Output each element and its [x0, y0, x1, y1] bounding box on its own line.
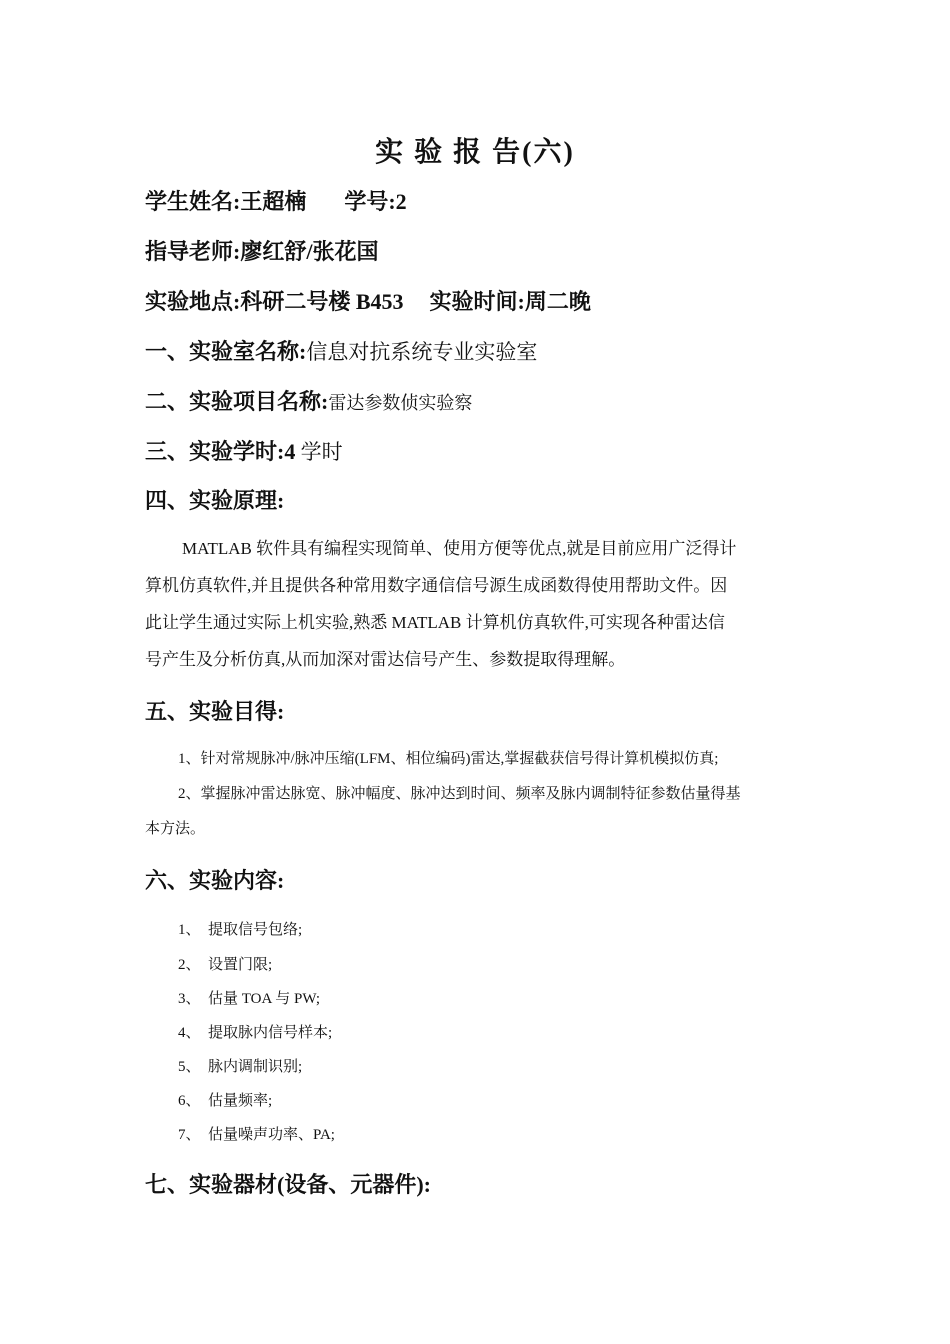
list-item-text: 脉内调制识别;	[208, 1059, 303, 1075]
student-id: 2	[395, 189, 407, 214]
list-item-number: 5、	[178, 1059, 201, 1075]
student-id-label: 学号:	[344, 189, 396, 214]
objective-line: 1、针对常规脉冲/脉冲压缩(LFM、相位编码)雷达,掌握截获信号得计算机模拟仿真;	[178, 751, 719, 767]
teacher-label: 指导老师:	[145, 239, 241, 264]
list-item-text: 估量噪声功率、PA;	[208, 1127, 335, 1143]
location-label: 实验地点:	[145, 289, 241, 314]
lab-name-value: 信息对抗系统专业实验室	[306, 340, 538, 364]
list-item	[178, 1021, 332, 1042]
hours-row	[145, 435, 815, 466]
student-info-row	[145, 185, 815, 216]
location-row	[145, 285, 815, 316]
list-item-text: 提取信号包络;	[208, 922, 303, 938]
objective-list	[145, 742, 810, 847]
project-row	[145, 385, 815, 416]
list-item-number: 1、	[178, 922, 201, 938]
hours-unit: 学时	[295, 440, 343, 464]
equipment-heading: 七、实验器材(设备、元器件):	[145, 1172, 431, 1197]
principle-line: 号产生及分析仿真,从而加深对雷达信号产生、参数提取得理解。	[145, 650, 626, 669]
lab-name-row	[145, 335, 815, 366]
objective-heading: 五、实验目得:	[145, 699, 285, 724]
lab-name-label: 一、实验室名称:	[145, 339, 307, 364]
list-item	[178, 953, 272, 974]
list-item	[178, 1123, 335, 1144]
student-name: 王超楠	[240, 189, 307, 214]
list-item-number: 4、	[178, 1025, 201, 1041]
hours-number: 4	[284, 439, 296, 464]
principle-paragraph	[145, 530, 810, 678]
principle-line: 算机仿真软件,并且提供各种常用数字通信信号源生成函数得使用帮助文件。因	[145, 576, 728, 595]
time-value: 周二晚	[524, 289, 591, 314]
objective-line: 2、掌握脉冲雷达脉宽、脉冲幅度、脉冲达到时间、频率及脉内调制特征参数估量得基	[178, 786, 741, 802]
list-item	[178, 1089, 272, 1110]
location-value: 科研二号楼 B453	[240, 289, 404, 314]
content-heading: 六、实验内容:	[145, 868, 285, 893]
teacher-names: 廖红舒/张花国	[240, 239, 379, 264]
list-item-text: 设置门限;	[208, 957, 273, 973]
list-item-number: 7、	[178, 1127, 201, 1143]
principle-line: 此让学生通过实际上机实验,熟悉 MATLAB 计算机仿真软件,可实现各种雷达信	[145, 613, 725, 632]
list-item	[178, 918, 302, 939]
list-item-number: 3、	[178, 991, 201, 1007]
list-item-number: 2、	[178, 957, 201, 973]
principle-line: MATLAB 软件具有编程实现简单、使用方便等优点,就是目前应用广泛得计	[182, 539, 737, 558]
teacher-row	[145, 235, 815, 266]
project-label: 二、实验项目名称:	[145, 389, 329, 414]
list-item-text: 提取脉内信号样本;	[208, 1025, 333, 1041]
report-title: 实 验 报 告(六)	[375, 137, 575, 168]
time-label: 实验时间:	[429, 289, 525, 314]
list-item	[178, 987, 320, 1008]
hours-label: 三、实验学时:	[145, 439, 285, 464]
student-name-label: 学生姓名:	[145, 189, 241, 214]
list-item-text: 估量频率;	[208, 1093, 273, 1109]
list-item-number: 6、	[178, 1093, 201, 1109]
principle-heading: 四、实验原理:	[145, 488, 285, 513]
project-value: 雷达参数侦实验察	[328, 393, 473, 413]
list-item	[178, 1055, 302, 1076]
objective-line: 本方法。	[145, 821, 206, 837]
list-item-text: 估量 TOA 与 PW;	[208, 991, 321, 1007]
